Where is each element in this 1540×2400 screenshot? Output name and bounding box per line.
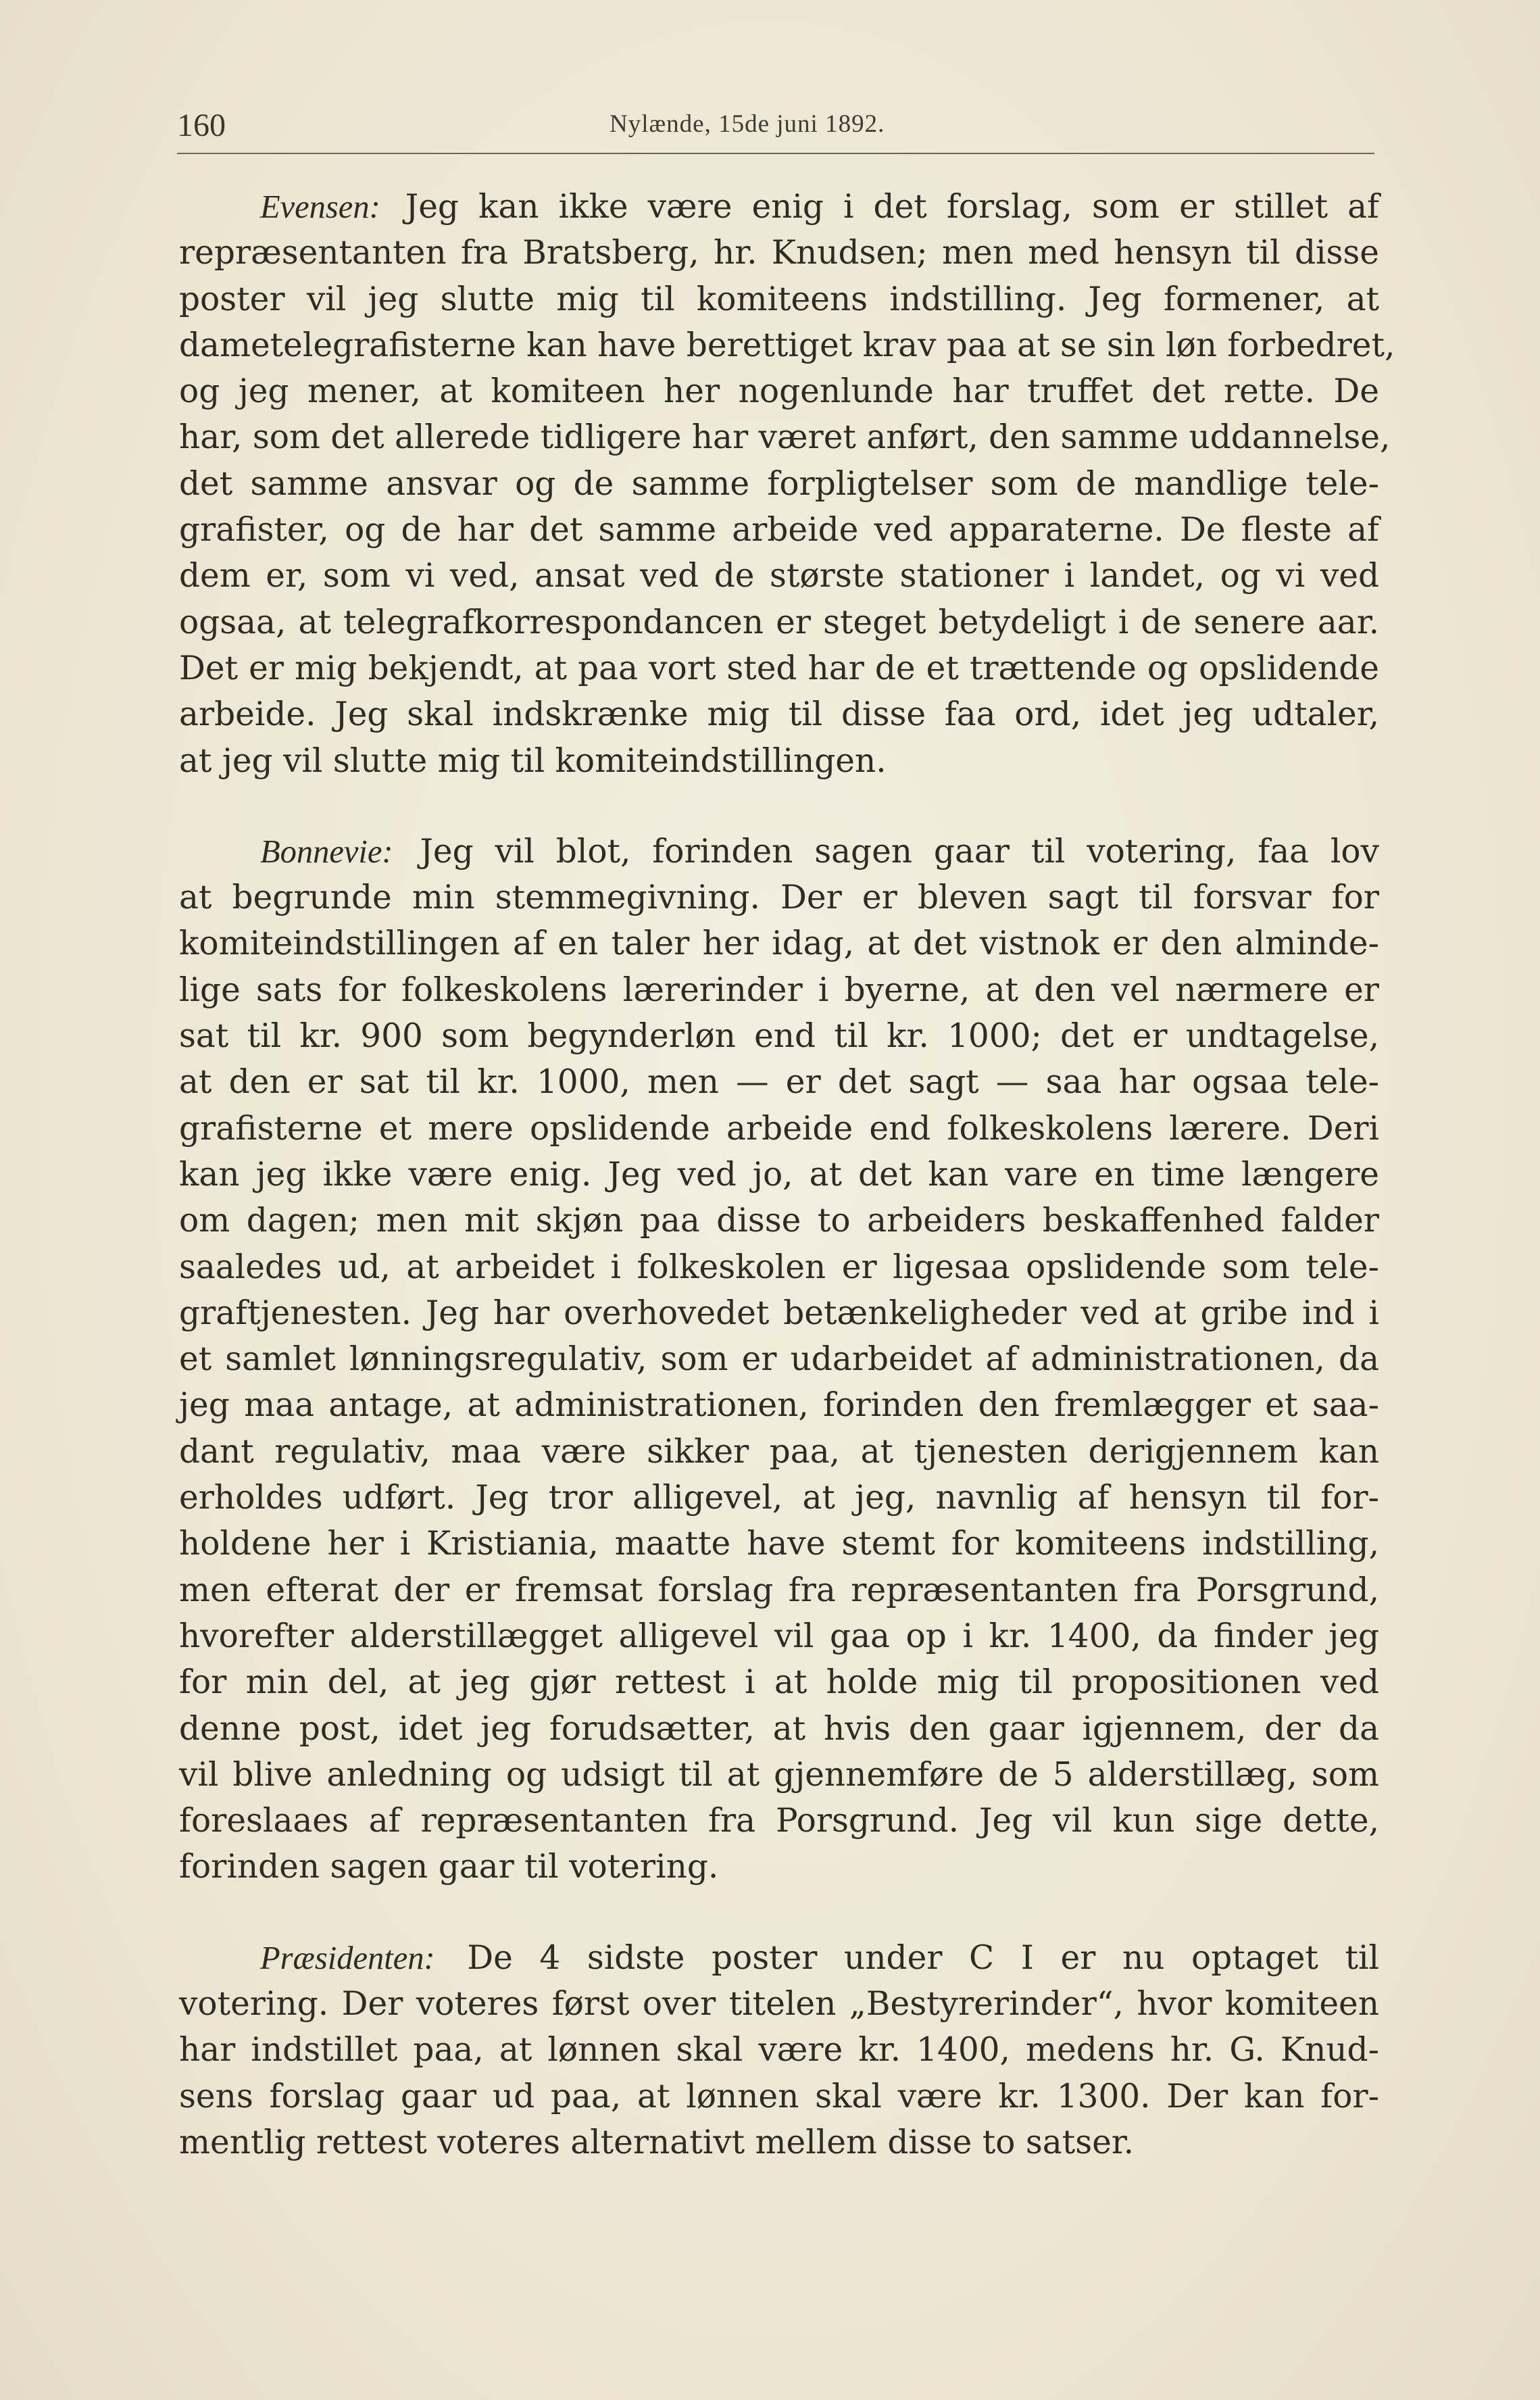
text-line: graftjenesten. Jeg har overhovedet betænkeligheder ved at gribe ind i	[179, 1294, 1379, 1332]
text-line: har, som det allerede tidligere har været anført, den samme uddannelse,	[179, 418, 1391, 457]
text-line: at den er sat til kr. 1000, men — er det sagt — saa har ogsaa tele-	[179, 1063, 1379, 1102]
text-line: mentlig rettest voteres alternativt mellem disse to satser.	[179, 2123, 1135, 2161]
text-line: at jeg vil slutte mig til komiteindstillingen.	[179, 741, 887, 780]
text-line: men efterat der er fremsat forslag fra repræsentanten fra Porsgrund,	[179, 1571, 1379, 1609]
line-text: Jeg vil blot, forinden sagen gaar til votering, faa lov	[420, 832, 1380, 871]
text-line: repræsentanten fra Bratsberg, hr. Knudsen; men med hensyn til disse	[179, 234, 1379, 272]
text-line: for min del, at jeg gjør rettest i at holde mig til propositionen ved	[179, 1663, 1379, 1702]
text-line: foreslaaes af repræsentanten fra Porsgrund. Jeg vil kun sige dette,	[179, 1802, 1379, 1840]
text-line: sens forslag gaar ud paa, at lønnen skal være kr. 1300. Der kan for-	[179, 2077, 1379, 2115]
page-header	[177, 101, 1378, 155]
text-line	[179, 829, 1379, 875]
header-rule	[177, 153, 1374, 154]
text-line: arbeide. Jeg skal indskrænke mig til disse faa ord, idet jeg udtaler,	[179, 695, 1379, 734]
text-line: at begrunde min stemmegivning. Der er bleven sagt til forsvar for	[179, 879, 1379, 917]
speaker-name: Bonnevie:	[260, 833, 393, 870]
text-line: og jeg mener, at komiteen her nogenlunde har truffet det rette. De	[179, 372, 1379, 411]
text-line: erholdes udført. Jeg tror alligevel, at jeg, navnlig af hensyn til for-	[179, 1479, 1379, 1517]
running-title: Nylænde, 15de juni 1892.	[610, 110, 885, 138]
text-line: hvorefter alderstillægget alligevel vil gaa op i kr. 1400, da finder jeg	[179, 1617, 1379, 1655]
text-line: holdene her i Kristiania, maatte have stemt for komiteens indstilling,	[179, 1525, 1379, 1563]
text-line: Det er mig bekjendt, at paa vort sted har de et trættende og opslidende	[179, 649, 1379, 687]
page-number: 160	[177, 107, 226, 143]
text-line: dant regulativ, maa være sikker paa, at tjenesten derigjennem kan	[179, 1432, 1379, 1471]
speaker-name: Evensen:	[260, 189, 380, 225]
text-line	[179, 184, 1379, 230]
text-line: lige sats for folkeskolens lærerinder i byerne, at den vel nærmere er	[179, 971, 1379, 1009]
text-line: denne post, idet jeg forudsætter, at hvis den gaar igjennem, der da	[179, 1709, 1379, 1748]
text-line: poster vil jeg slutte mig til komiteens indstilling. Jeg formener, at	[179, 280, 1379, 318]
text-line: kan jeg ikke være enig. Jeg ved jo, at det kan vare en time længere	[179, 1155, 1379, 1194]
text-line: har indstillet paa, at lønnen skal være kr. 1400, medens hr. G. Knud-	[179, 2031, 1379, 2070]
paragraph-evensen	[179, 184, 1395, 784]
paragraph-bonnevie	[179, 829, 1379, 1890]
text-line: det samme ansvar og de samme forpligtelser som de mandlige tele-	[179, 464, 1379, 503]
text-line: grafister, og de har det samme arbeide ved apparaterne. De fleste af	[179, 511, 1379, 549]
text-line	[179, 1935, 1379, 1981]
text-line: saaledes ud, at arbeidet i folkeskolen er ligesaa opslidende som tele-	[179, 1248, 1379, 1286]
text-line: om dagen; men mit skjøn paa disse to arbeiders beskaffenhed falder	[179, 1202, 1379, 1240]
text-line: forinden sagen gaar til votering.	[179, 1848, 719, 1886]
text-line: vil blive anledning og udsigt til at gjennemføre de 5 alderstillæg, som	[179, 1755, 1379, 1794]
text-line: dametelegrafisterne kan have berettiget krav paa at se sin løn forbedret,	[179, 326, 1395, 364]
speaker-name: Præsidenten:	[260, 1940, 435, 1976]
body-text	[179, 184, 1395, 2165]
text-line: komiteindstillingen af en taler her idag, at det vistnok er den alminde-	[179, 925, 1379, 963]
text-line: dem er, som vi ved, ansat ved de største stationer i landet, og vi ved	[179, 557, 1379, 595]
text-line: et samlet lønningsregulativ, som er udarbeidet af administrationen, da	[179, 1340, 1379, 1379]
paragraph-praesidenten	[179, 1935, 1379, 2165]
text-line: grafisterne et mere opslidende arbeide end folkeskolens lærere. Deri	[179, 1109, 1379, 1148]
text-line: sat til kr. 900 som begynderløn end til kr. 1000; det er undtagelse,	[179, 1017, 1379, 1056]
text-line: ogsaa, at telegrafkorrespondancen er steget betydeligt i de senere aar.	[179, 603, 1379, 641]
text-line: votering. Der voteres først over titelen „Bestyrerinder“, hvor komiteen	[179, 1984, 1379, 2023]
line-text: De 4 sidste poster under C I er nu optaget til	[467, 1938, 1379, 1977]
line-text: Jeg kan ikke være enig i det forslag, som er stillet af	[405, 188, 1379, 226]
text-line: jeg maa antage, at administrationen, forinden den fremlægger et saa-	[179, 1386, 1379, 1425]
